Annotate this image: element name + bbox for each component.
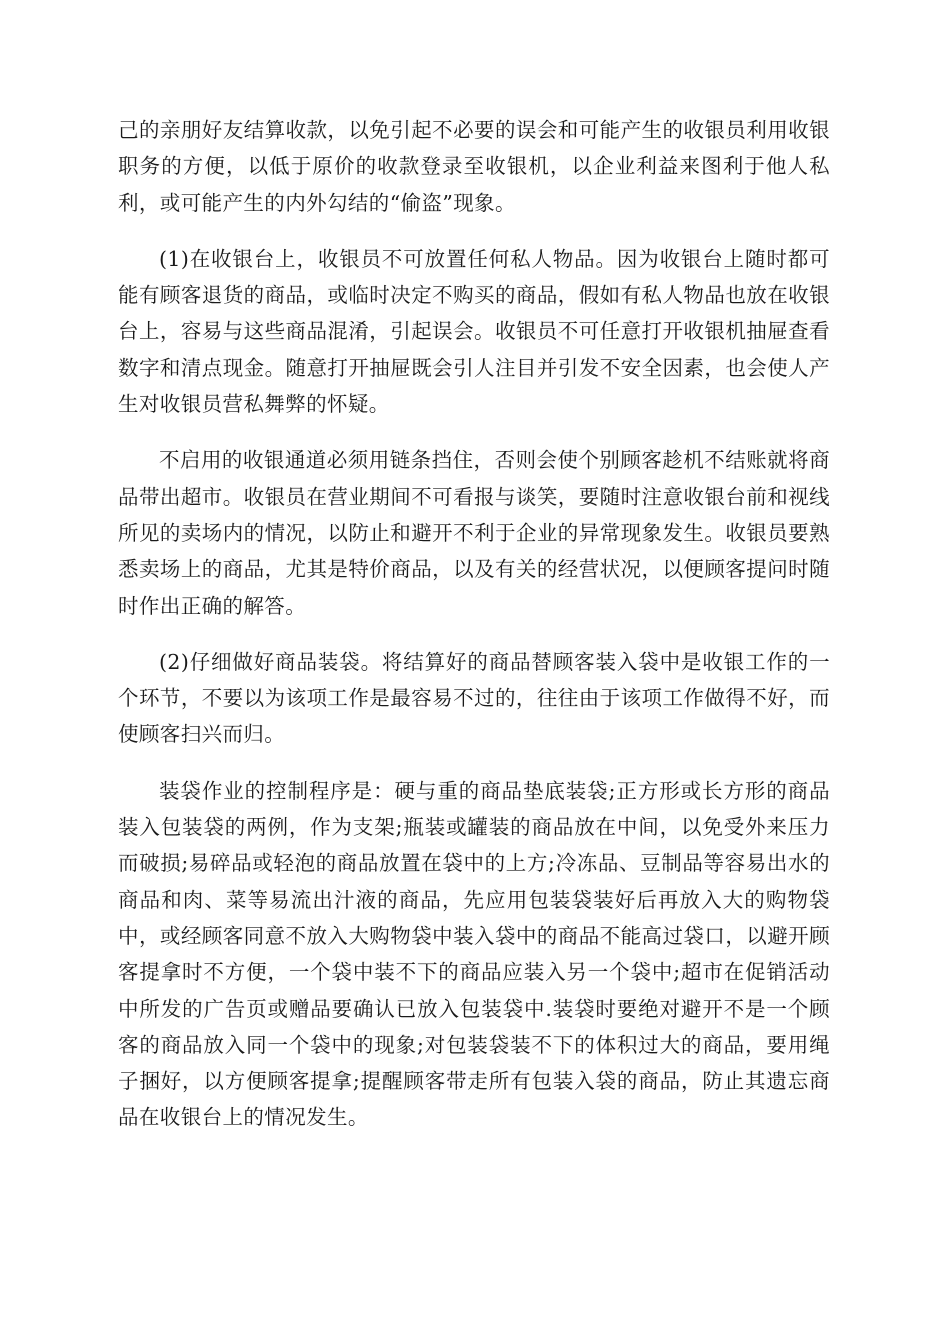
paragraph-closed-lanes: 不启用的收银通道必须用链条挡住，否则会使个别顾客趁机不结账就将商品带出超市。收银员在营业期间不可看报与谈笑，要随时注意收银台前和视线所见的卖场内的情况，以防止和避开不利于企业的异常现象发生。收银员要熟悉卖场上的商品，尤其是特价商品，以及有关的经营状况，以便顾客提问时随时作出正确的解答。 xyxy=(118,448,830,618)
document-body xyxy=(118,112,830,1156)
paragraph-bagging-procedure: 装袋作业的控制程序是：硬与重的商品垫底装袋;正方形或长方形的商品装入包装袋的两例，作为支架;瓶装或罐装的商品放在中间，以免受外来压力而破损;易碎品或轻泡的商品放置在袋中的上方;冷冻品、豆制品等容易出水的商品和肉、菜等易流出汁液的商品，先应用包装袋装好后再放入大的购物袋中，或经顾客同意不放入大购物袋中装入袋中的商品不能高过袋口，以避开顾客提拿时不方便，一个袋中装不下的商品应装入另一个袋中;超市在促销活动中所发的广告页或赠品要确认已放入包装袋中.装袋时要绝对避开不是一个顾客的商品放入同一个袋中的现象;对包装袋装不下的体积过大的商品，要用绳子捆好，以方便顾客提拿;提醒顾客带走所有包装入袋的商品，防止其遗忘商品在收银台上的情况发生。 xyxy=(118,778,830,1130)
paragraph-continuation: 己的亲朋好友结算收款，以免引起不必要的误会和可能产生的收银员利用收银职务的方便，以低于原价的收款登录至收银机，以企业利益来图利于他人私利，或可能产生的内外勾结的“偷盗”现象。 xyxy=(118,118,830,215)
paragraph-bagging: (2)仔细做好商品装袋。将结算好的商品替顾客装入袋中是收银工作的一个环节，不要以为该项工作是最容易不过的，往往由于该项工作做得不好，而使顾客扫兴而归。 xyxy=(118,649,830,747)
paragraph-cashier-counter-rules: (1)在收银台上，收银员不可放置任何私人物品。因为收银台上随时都可能有顾客退货的商品，或临时决定不购买的商品，假如有私人物品也放在收银台上，容易与这些商品混淆，引起误会。收银员不可任意打开收银机抽屉查看数字和清点现金。随意打开抽屉既会引人注目并引发不安全因素，也会使人产生对收银员营私舞弊的怀疑。 xyxy=(118,246,830,417)
